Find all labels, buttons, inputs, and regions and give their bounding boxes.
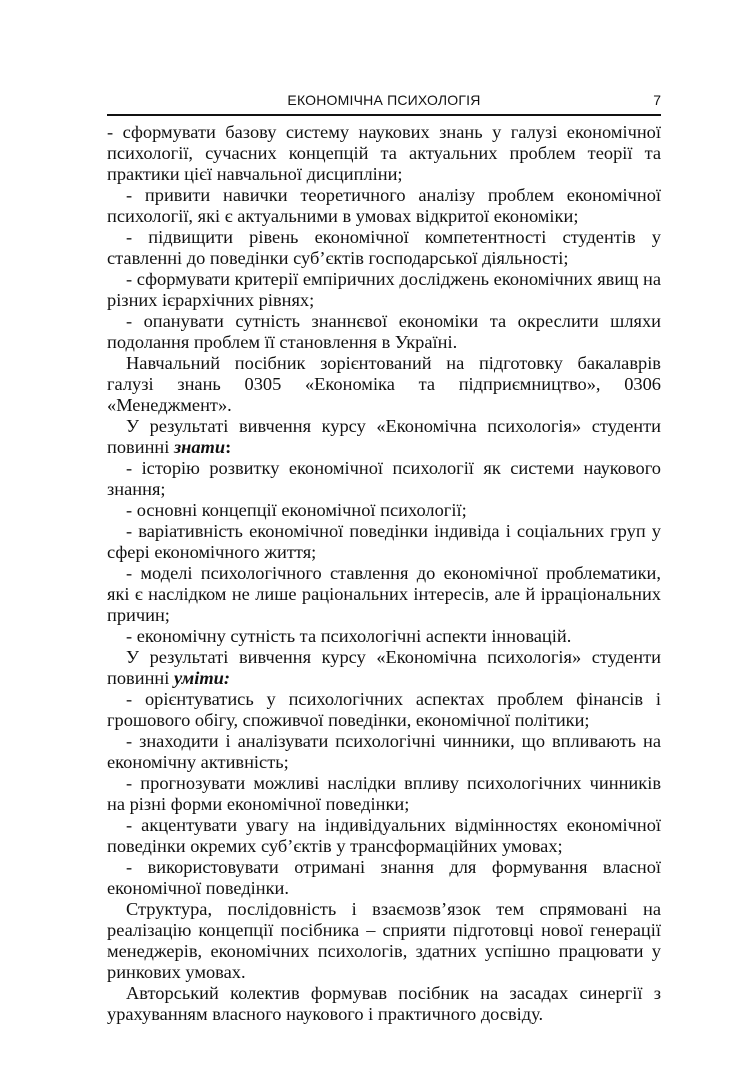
able-keyword: уміти: <box>173 668 231 688</box>
able-item: - орієнтуватись у психологічних аспектах проблем фінансів і грошового обігу, споживчої поведінки, економічної політики; <box>107 689 661 730</box>
objective-item: - сформувати базову систему наукових знань у галузі економічної психології, сучасних концепцій та актуальних проблем теорії та практики цієї навчальної дисципліни; <box>107 122 661 184</box>
know-item: - економічну сутність та психологічні аспекти інновацій. <box>126 626 572 646</box>
know-intro-text: У результаті вивчення курсу «Економічна психологія» студенти повинні <box>107 416 661 457</box>
objective-item: - привити навички теоретичного аналізу проблем економічної психології, які є актуальними в умовах відкритої економіки; <box>107 185 661 226</box>
target-paragraph: Навчальний посібник зорієнтований на підготовку бакалаврів галузі знань 0305 «Економіка та підприємництво», 0306 «Менеджмент». <box>107 353 661 415</box>
able-item: - прогнозувати можливі наслідки впливу психологічних чинників на різні форми економічної поведінки; <box>107 773 661 814</box>
able-item: - акцентувати увагу на індивідуальних відмінностях економічної поведінки окремих суб’єктів у трансформаційних умовах; <box>107 815 661 856</box>
page-header <box>107 90 661 112</box>
able-item: - використовувати отримані знання для формування власної економічної поведінки. <box>107 857 661 898</box>
know-item: - історію розвитку економічної психології як системи наукового знання; <box>107 458 661 499</box>
header-rule <box>107 114 661 116</box>
structure-paragraph: Структура, послідовність і взаємозв’язок тем спрямовані на реалізацію концепції посібника – сприяти підготовці нової генерації менеджерів, економічних психологів, здатних успішно працювати у ринкових умовах. <box>107 899 661 982</box>
page-body <box>107 122 661 1025</box>
closing-paragraph: Авторський колектив формував посібник на засадах синергії з урахуванням власного наукового і практичного досвіду. <box>107 983 661 1024</box>
objective-item: - опанувати сутність знаннєвої економіки та окреслити шляхи подолання проблем її становлення в Україні. <box>107 311 661 352</box>
able-intro-text: У результаті вивчення курсу «Економічна психологія» студенти повинні <box>107 647 661 688</box>
know-keyword: знати <box>173 437 226 457</box>
know-item: - моделі психологічного ставлення до економічної проблематики, які є наслідком не лише раціональних інтересів, але й ірраціональних причин; <box>107 563 661 625</box>
running-title: ЕКОНОМІЧНА ПСИХОЛОГІЯ <box>287 92 481 108</box>
know-item: - варіативність економічної поведінки індивіда і соціальних груп у сфері економічного життя; <box>107 521 661 562</box>
objective-item: - сформувати критерії емпіричних досліджень економічних явищ на різних ієрархічних рівнях; <box>107 269 661 310</box>
objective-item: - підвищити рівень економічної компетентності студентів у ставленні до поведінки суб’єктів господарської діяльності; <box>107 227 661 268</box>
know-colon: : <box>225 437 232 457</box>
able-item: - знаходити і аналізувати психологічні чинники, що впливають на економічну активність; <box>107 731 661 772</box>
know-item: - основні концепції економічної психології; <box>126 500 467 520</box>
know-intro <box>107 416 661 458</box>
page-number: 7 <box>653 92 661 108</box>
able-intro <box>107 647 661 689</box>
